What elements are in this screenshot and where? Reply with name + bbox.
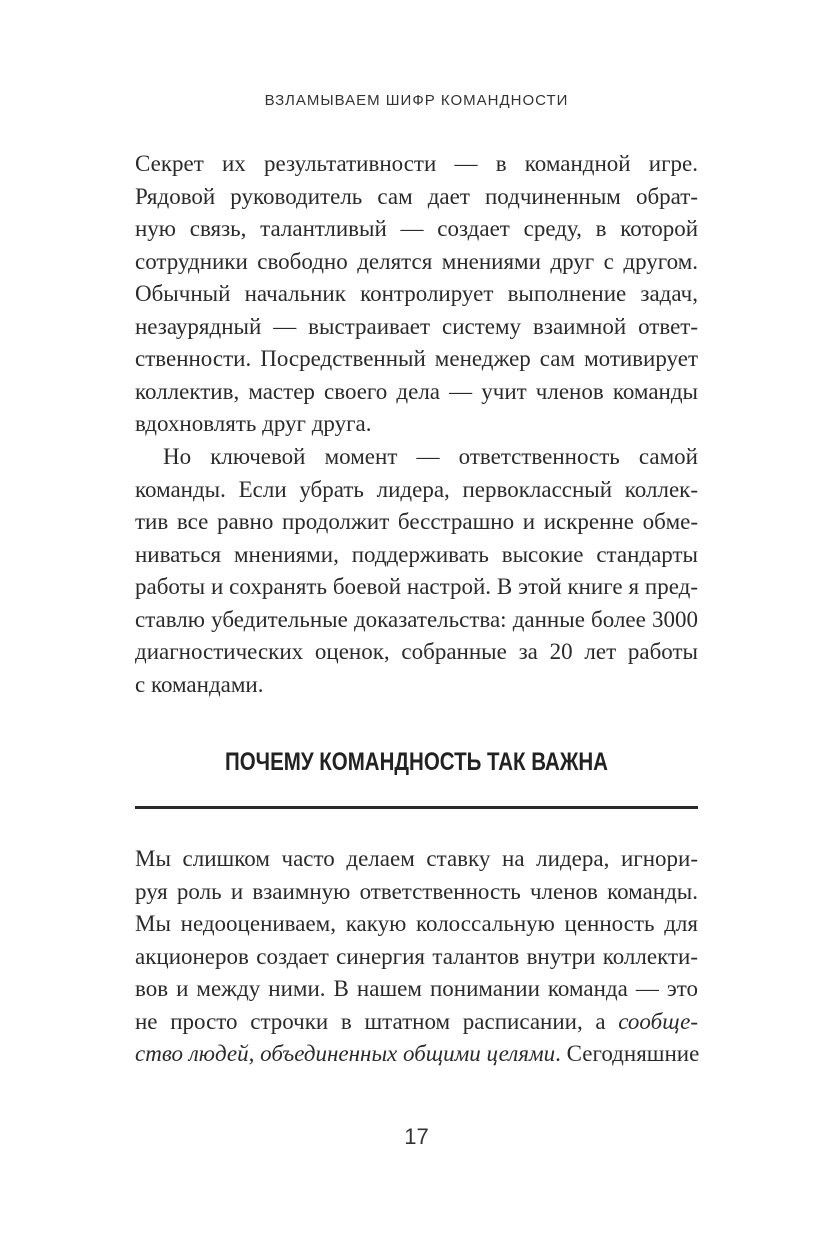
text-line: вдохновлять друг друга. <box>135 411 372 436</box>
section-heading: ПОЧЕМУ КОМАНДНОСТЬ ТАК ВАЖНА <box>224 748 608 776</box>
text-line: с командами. <box>135 671 264 697</box>
text-line: вов и между ними. В нашем понимании команда — это <box>135 976 698 1001</box>
text-line: Рядовой руководитель сам дает подчиненным обрат- <box>135 183 698 209</box>
text-line <box>135 1038 698 1071</box>
text-line: ниваться мнениями, поддерживать высокие стандарты <box>135 541 698 567</box>
text-line <box>135 1006 698 1039</box>
paragraph-2 <box>135 441 698 701</box>
text-line: диагностических оценок, собранные за 20 лет работы <box>135 639 698 664</box>
text-line: ставлю убедительные доказательства: данные более 3000 <box>135 606 698 632</box>
text-line: руя роль и взаимную ответственность членов команды. <box>135 878 698 904</box>
text-line: Обычный начальник контролирует выполнение задач, <box>135 281 698 306</box>
text-line: Но ключевой момент — ответственность самой <box>163 444 698 469</box>
heading-divider <box>135 806 698 809</box>
italic-text: сообще- <box>618 1008 698 1034</box>
italic-text: ство людей, объединенных общими целями <box>135 1041 556 1066</box>
text-line: Мы недооцениваем, какую колоссальную ценность для <box>135 911 698 936</box>
text-span: не просто строчки в штатном расписании, а <box>135 1008 619 1034</box>
text-line: ную связь, талантливый — создает среду, в которой <box>135 216 698 241</box>
text-line: Мы слишком часто делаем ставку на лидера, игнори- <box>135 846 698 871</box>
page-number: 17 <box>404 1124 429 1149</box>
text-line: незаурядный — выстраивает систему взаимной ответ- <box>135 313 698 339</box>
text-line: команды. Если убрать лидера, первоклассный коллек- <box>135 476 698 502</box>
paragraph-1 <box>135 148 698 441</box>
text-line: работы и сохранять боевой настрой. В этой книге я пред- <box>135 574 698 599</box>
text-line: Секрет их результативности — в командной игре. <box>135 151 698 176</box>
paragraph-3 <box>135 843 698 1071</box>
running-header: ВЗЛАМЫВАЕМ ШИФР КОМАНДНОСТИ <box>264 92 569 109</box>
text-span: . Сегодняшние <box>555 1041 700 1066</box>
text-line: акционеров создает синергия талантов внутри коллекти- <box>135 943 698 969</box>
text-line: сотрудники свободно делятся мнениями друг с другом. <box>135 248 698 274</box>
text-line: коллектив, мастер своего дела — учит членов команды <box>135 378 698 404</box>
text-line: ственности. Посредственный менеджер сам мотивирует <box>135 346 698 371</box>
text-line: тив все равно продолжит бесстрашно и искренне обме- <box>135 509 698 534</box>
